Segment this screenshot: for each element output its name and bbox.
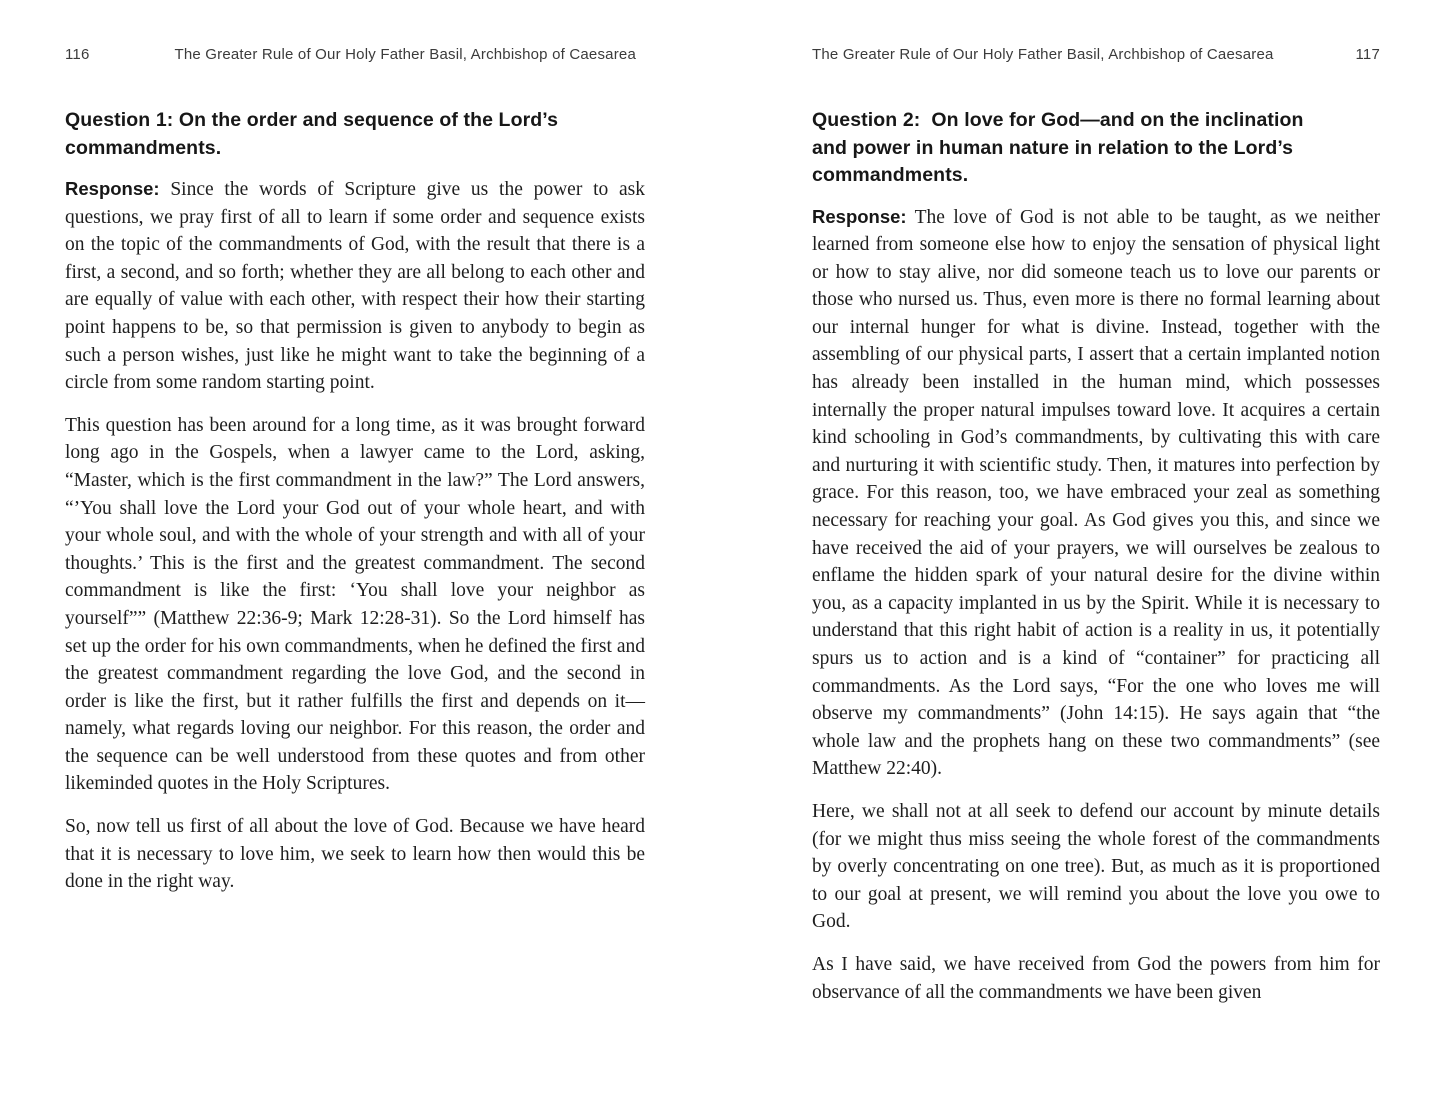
heading-line: Question 2: On love for God—and on the inclination [812,109,1304,131]
running-head-title-right: The Greater Rule of Our Holy Father Basil, Archbishop of Caesarea [812,46,1274,63]
heading-line: commandments. [65,136,222,159]
running-header-left [65,46,645,64]
page-number-right: 117 [1355,46,1380,63]
response-paragraph-right [812,203,1380,783]
heading-line: commandments. [812,164,969,186]
body-paragraph: This question has been around for a long time, as it was brought forward long ago in the Gospels, when a lawyer came to the Lord, asking, “Master, which is the first commandment in the law?” The Lord answers, “’You shall love the Lord your God out of your whole heart, and with your whole soul, and with the whole of your strength and with all of your thoughts.’ This is the first and the greatest commandment. The second commandment is like the first: ‘You shall love your neighbor as yourself”” (Matthew 22:36-9; Mark 12:28-31). So the Lord himself has set up the order for his own commandments, when he defined the first and the greatest commandment regarding the love God, and the second in order is like the first, but it rather fulfills the first and depends on it—namely, what regards loving our neighbor. For this reason, the order and the sequence can be well understood from these quotes and from other likeminded quotes in the Holy Scriptures. [65,414,645,795]
heading-line: and power in human nature in relation to the Lord’s [812,136,1294,159]
page-number-left: 116 [65,46,90,63]
response-label-right: Response: [812,205,907,227]
body-paragraph: So, now tell us first of all about the love of God. Because we have heard that it is necessary to love him, we seek to learn how then would this be done in the right way. [65,816,645,893]
response-text-right: The love of God is not able to be taught, as we neither learned from someone else how to enjoy the sensation of physical light or how to stay alive, nor did someone teach us to love our parents or those who nursed us. Thus, even more is there no formal learning about our internal hunger for what is divine. Instead, together with the assembling of our physical parts, I assert that a certain implanted notion has already been installed in the human mind, which possesses internally the proper natural impulses toward love. It acquires a certain kind schooling in God’s commandments, by cultivating this with care and nurturing it with scientific study. Then, it matures into perfection by grace. For this reason, too, we have embraced your zeal as something necessary for reaching your goal. As God gives you this, and since we have received the aid of your prayers, we will ourselves be zealous to enflame the hidden spark of your natural desire for the divine within you, as a capacity implanted in us by the Spirit. While it is necessary to understand that this right habit of action is a reality in us, it potentially spurs us to action and is a kind of “container” for practicing all commandments. As the Lord says, “For the one who loves me will observe my commandments” (John 14:15). He says again that “the whole law and the prophets hang on these two commandments” (see Matthew 22:40). [812,206,1380,780]
page-right [722,0,1445,1117]
body-paragraph: Here, we shall not at all seek to defend our account by minute details (for we might thus miss seeing the whole forest of the commandments by overly concentrating on one tree). But, as much as it is proportioned to our goal at present, we will remind you about the love you owe to God. [812,800,1380,933]
running-header-right [812,46,1380,64]
response-text-left: Since the words of Scripture give us the power to ask questions, we pray first of all to learn if some order and sequence exists on the topic of the commandments of God, with the result that there is a first, a second, and so forth; whether they are all belong to each other and are equally of value with each other, with respect their how their starting point happens to be, so that permission is given to anybody to begin as such a person wishes, just like he might want to take the beginning of a circle from some random starting point. [65,179,645,394]
page-left [0,0,722,1117]
response-label-left: Response: [65,178,160,199]
running-head-title-left: The Greater Rule of Our Holy Father Basil, Archbishop of Caesarea [174,46,636,63]
question-2-heading [812,107,1380,190]
body-paragraph: As I have said, we have received from God the powers from him for observance of all the commandments we have been given [812,953,1380,1003]
question-1-heading [65,107,645,162]
response-paragraph-left [65,175,645,397]
heading-line: Question 1: On the order and sequence of the Lord’s [65,109,559,131]
